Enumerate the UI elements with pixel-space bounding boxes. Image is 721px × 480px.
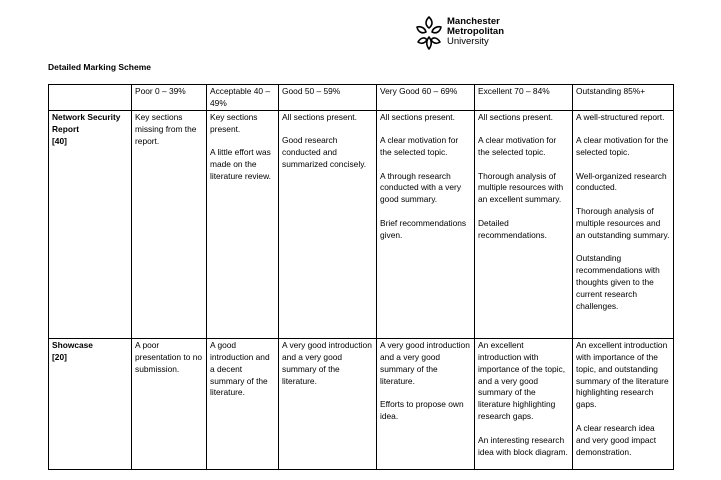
logo-line-1: Manchester — [447, 16, 500, 27]
page-title: Detailed Marking Scheme — [48, 62, 151, 72]
descriptor-text: An interesting research idea with block diagram. — [478, 434, 568, 457]
descriptor-text: Key sections missing from the report. — [135, 111, 197, 146]
descriptor-text: A good introduction and a decent summary of the literature. — [210, 339, 270, 398]
descriptor-text: A clear motivation for the selected topic. — [576, 135, 669, 158]
column-header: Acceptable 40 – 49% — [207, 85, 279, 111]
descriptor-text: An excellent introduction with importance of the topic, and a very good summary of the literature highlighting research gaps. — [478, 339, 566, 422]
grade-cell — [132, 110, 207, 338]
marking-scheme-table — [48, 84, 674, 470]
grade-cell — [475, 110, 573, 338]
criterion-name: Showcase — [52, 339, 93, 350]
descriptor-text: Efforts to propose own idea. — [380, 398, 464, 421]
table-row — [49, 338, 674, 469]
descriptor-text: Well-organized research conducted. — [576, 170, 667, 193]
university-crest-icon — [414, 15, 444, 51]
grade-cell — [377, 338, 475, 469]
column-header: Excellent 70 – 84% — [475, 85, 573, 111]
column-header: Outstanding 85%+ — [573, 85, 674, 111]
grade-cell — [132, 338, 207, 469]
grade-cell — [279, 110, 377, 338]
descriptor-text: All sections present. — [282, 111, 357, 122]
criterion-weight: [20] — [52, 351, 67, 362]
descriptor-text: Detailed recommendations. — [478, 217, 547, 240]
criterion-cell — [49, 338, 132, 469]
descriptor-text: Thorough analysis of multiple resources and an outstanding summary. — [576, 205, 670, 240]
descriptor-text: A very good introduction and a very good summary of the literature. — [282, 339, 372, 386]
descriptor-text: A through research conducted with a very good summary. — [380, 170, 462, 205]
logo-line-2: Metropolitan — [447, 26, 504, 37]
table-header-row — [49, 85, 674, 111]
descriptor-text: A very good introduction and a very good summary of the literature. — [380, 339, 470, 386]
grade-cell — [207, 110, 279, 338]
column-header: Very Good 60 – 69% — [377, 85, 475, 111]
university-logo — [414, 15, 524, 53]
descriptor-text: Key sections present. — [210, 111, 258, 134]
descriptor-text: An excellent introduction with importance of the topic, and outstanding summary of the literature highlighting research gaps. — [576, 339, 669, 410]
grade-cell — [377, 110, 475, 338]
grade-cell — [573, 110, 674, 338]
grade-cell — [573, 338, 674, 469]
descriptor-text: All sections present. — [478, 111, 553, 122]
descriptor-text: A little effort was made on the literature review. — [210, 147, 271, 181]
criterion-cell — [49, 110, 132, 338]
descriptor-text: A well-structured report. — [576, 111, 665, 122]
logo-line-3: University — [447, 36, 489, 47]
descriptor-text: A clear research idea and very good impact demonstration. — [576, 422, 657, 457]
descriptor-text: Brief recommendations given. — [380, 217, 467, 240]
column-header: Poor 0 – 39% — [132, 85, 207, 111]
criterion-weight: [40] — [52, 135, 67, 146]
descriptor-text: All sections present. — [380, 111, 455, 122]
university-name — [447, 17, 504, 47]
table-row — [49, 110, 674, 338]
criterion-name: Network Security Report — [52, 111, 121, 134]
descriptor-text: Outstanding recommendations with thoughts given to the current research challenges. — [576, 253, 660, 311]
grade-cell — [207, 338, 279, 469]
column-header: Good 50 – 59% — [279, 85, 377, 111]
grade-cell — [475, 338, 573, 469]
descriptor-text: A clear motivation for the selected topic. — [380, 135, 459, 158]
grade-cell — [279, 338, 377, 469]
descriptor-text: Good research conducted and summarized concisely. — [282, 135, 367, 170]
descriptor-text: Thorough analysis of multiple resources with an excellent summary. — [478, 170, 564, 205]
descriptor-text: A poor presentation to no submission. — [135, 339, 203, 374]
descriptor-text: A clear motivation for the selected topic. — [478, 135, 557, 158]
header-empty-cell — [49, 85, 132, 111]
